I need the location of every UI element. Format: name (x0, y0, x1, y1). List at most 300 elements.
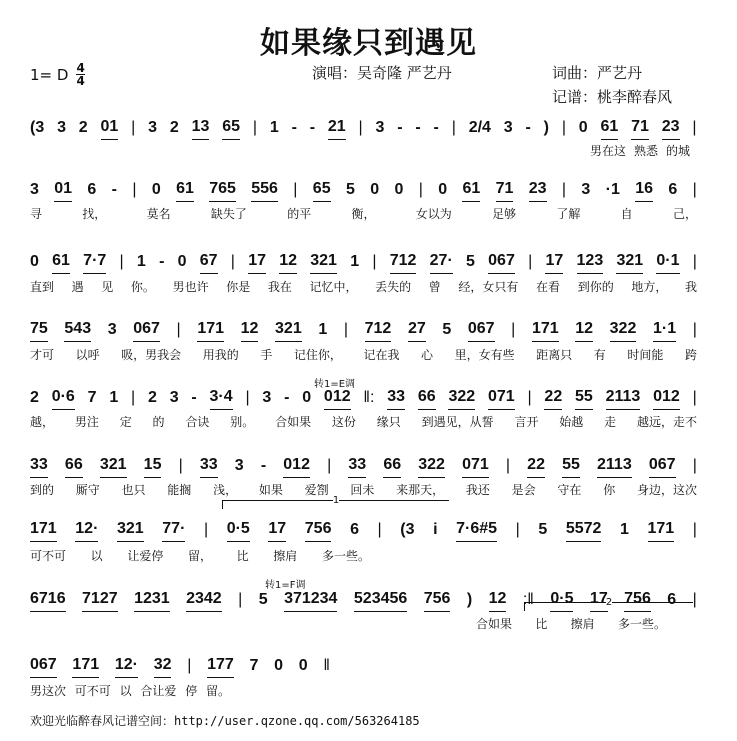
lyric-text: 回未 (350, 483, 375, 497)
barline: | (528, 253, 533, 270)
note-group: - (433, 119, 439, 136)
note-group: 3 (581, 181, 591, 198)
lyric-text: 比 (535, 617, 548, 631)
note-group: 0 (298, 657, 308, 674)
note-group: 1231 (134, 590, 170, 612)
note-group: 071 (462, 456, 489, 478)
barline: | (692, 457, 697, 474)
note-group: 61 (462, 180, 480, 202)
note-group: 322 (610, 320, 637, 342)
lyrics-row (590, 142, 690, 159)
note-group: 756 (624, 590, 651, 612)
lyric-text: 己， (672, 207, 697, 221)
lyric-text: 到你的 (577, 280, 614, 294)
lyric-text: 你 (603, 483, 616, 497)
lyric-text: 以 (119, 684, 132, 698)
lyric-text: 合如果 (275, 415, 312, 429)
lyric-text: 能搁 (167, 483, 192, 497)
lyric-text: 在看 (536, 280, 561, 294)
barline: | (131, 389, 136, 406)
time-signature (76, 62, 84, 87)
note-group: 321 (275, 320, 302, 342)
note-group: 2113 (606, 388, 641, 410)
barline: :‖ (522, 591, 534, 608)
barline: | (451, 119, 456, 136)
note-group: 067 (133, 320, 160, 342)
lyric-text: 留， (187, 549, 212, 563)
composer: 词曲：严艺丹 (552, 64, 643, 82)
lyric-text: 始越 (559, 415, 584, 429)
lyrics-row (30, 413, 697, 430)
note-group: 2113 (597, 456, 632, 478)
note-group: 5 (258, 591, 268, 608)
lyric-text: 记忆中， (309, 280, 358, 294)
note-group: 2 (169, 119, 179, 136)
lyric-text: 守在 (557, 483, 582, 497)
lyric-text: 手 (260, 348, 273, 362)
barline: | (230, 253, 235, 270)
note-group: 12· (75, 520, 98, 542)
note-group: 2342 (186, 590, 222, 612)
note-group: 322 (418, 456, 445, 478)
note-group: ) (466, 591, 473, 608)
barline: | (176, 321, 181, 338)
note-group: 6 (350, 521, 359, 538)
note-group: - (525, 119, 531, 136)
barline: | (692, 181, 697, 198)
lyric-text: 的平 (287, 207, 312, 221)
notation-row (30, 118, 697, 140)
lyric-text: 如果 (258, 483, 283, 497)
note-group: - (415, 119, 421, 136)
lyric-text: 记住你， (293, 348, 342, 362)
lyric-text: 遇 (71, 280, 84, 294)
lyrics-row (30, 682, 230, 699)
note-group: 66 (65, 456, 83, 478)
barline: | (377, 521, 382, 538)
note-group: 61 (176, 180, 194, 202)
lyric-text: 自 (620, 207, 633, 221)
note-group: 0 (274, 657, 284, 674)
notation-row (30, 180, 697, 202)
note-group: 321 (310, 252, 337, 274)
note-group: 2 (30, 389, 39, 406)
barline: | (203, 521, 209, 538)
lyric-text: 可不可 (30, 549, 67, 563)
barline: | (119, 253, 124, 270)
note-group: 067 (649, 456, 676, 478)
note-group: 3 (375, 119, 385, 136)
lyrics-row (30, 481, 697, 498)
note-group: 6716 (30, 590, 66, 612)
note-group: 1 (350, 253, 360, 270)
note-group: 12 (241, 320, 259, 342)
note-group: 712 (390, 252, 417, 274)
transcriber: 记谱：桃李醉春风 (552, 88, 673, 106)
note-group: 3·4 (210, 388, 233, 410)
lyric-text: 足够 (492, 207, 517, 221)
lyric-text: 让爱停 (127, 549, 164, 563)
lyric-text: 才可 (30, 348, 55, 362)
barline: | (343, 321, 349, 338)
note-group: 12· (115, 656, 138, 678)
lyric-text: 这份 (331, 415, 356, 429)
note-group: 756 (424, 590, 451, 612)
note-group: 171 (72, 656, 99, 678)
note-group: 2 (78, 119, 88, 136)
note-group: 12 (489, 590, 507, 612)
lyric-text: 记在我 (363, 348, 400, 362)
time-top: 4 (76, 61, 85, 75)
note-group: ·1 (605, 181, 620, 198)
note-group: 0·5 (227, 520, 250, 542)
lyric-text: 男注 (74, 415, 99, 429)
note-group: 171 (648, 520, 675, 542)
lyric-text: 地方， (631, 280, 668, 294)
note-group: 556 (251, 180, 278, 202)
lyric-text: 越远，走不 (636, 415, 697, 429)
note-group: 123 (577, 252, 604, 274)
lyric-text: 合让爱 (140, 684, 177, 698)
note-group: 5 (442, 321, 452, 338)
note-group: 7127 (82, 590, 118, 612)
note-group: 75 (30, 320, 48, 342)
note-group: - (111, 181, 117, 198)
lyric-text: 缘只 (376, 415, 401, 429)
note-group: 1 (620, 521, 629, 538)
notation-row (30, 520, 697, 542)
lyric-text: 男在这 (590, 144, 627, 158)
note-group: 17 (268, 520, 286, 542)
note-group: 171 (30, 520, 57, 542)
note-group: 23 (529, 180, 547, 202)
note-group: 0 (177, 253, 187, 270)
barline: | (505, 457, 511, 474)
note-group: - (291, 119, 297, 136)
lyric-text: 缺失了 (210, 207, 247, 221)
barline: | (515, 521, 520, 538)
lyric-text: 男也许 (172, 280, 209, 294)
lyric-text: 我还 (465, 483, 490, 497)
barline: | (132, 181, 137, 198)
note-group: 756 (305, 520, 332, 542)
note-group: 543 (64, 320, 91, 342)
note-group: 0 (370, 181, 380, 198)
note-group: 33 (30, 456, 48, 478)
note-group: 67 (200, 252, 218, 274)
lyric-text: 你是 (226, 280, 251, 294)
note-group: 0·6 (52, 388, 75, 410)
lyric-text: 距离只 (536, 348, 573, 362)
lyric-text: 来那天， (396, 483, 445, 497)
lyric-text: 见 (101, 280, 114, 294)
note-group: 65 (313, 180, 331, 202)
barline: | (527, 389, 532, 406)
note-group: 6 (87, 181, 97, 198)
note-group: 33 (200, 456, 218, 478)
lyric-text: 到遇见，从誓 (421, 415, 494, 429)
lyric-text: 跨 (684, 348, 697, 362)
note-group: 3 (262, 389, 272, 406)
notation-row (30, 320, 697, 342)
barline: | (252, 119, 258, 136)
note-group: 01 (54, 180, 72, 202)
barline: | (238, 591, 243, 608)
note-group: 55 (575, 388, 593, 410)
lyric-text: 莫名 (146, 207, 171, 221)
note-group: 33 (387, 388, 405, 410)
barline: | (692, 253, 697, 270)
note-group: 712 (365, 320, 392, 342)
song-title: 如果缘只到遇见 (260, 26, 477, 61)
barline: | (418, 181, 423, 198)
lyric-text: 以呼 (75, 348, 100, 362)
note-group: 1 (318, 321, 328, 338)
note-group: 27 (408, 320, 426, 342)
note-group: 012 (324, 388, 351, 410)
note-group: 3 (30, 181, 39, 198)
notation-row (30, 656, 330, 678)
note-group: 5572 (566, 520, 602, 542)
lyrics-row (30, 547, 370, 564)
note-group: - (159, 253, 165, 270)
note-group: 1 (269, 119, 279, 136)
lyric-text: 女以为 (415, 207, 452, 221)
lyric-text: 有 (593, 348, 606, 362)
barline: | (692, 321, 697, 338)
note-group: 321 (117, 520, 144, 542)
note-group: 7·7 (83, 252, 106, 274)
note-group: 27· (430, 252, 453, 274)
barline: | (372, 253, 377, 270)
note-group: 0 (30, 253, 39, 270)
volta-1-label: 1 (332, 495, 340, 506)
footer-link-text: 欢迎光临醉春风记谱空间：http://user.qzone.qq.com/563264185 (30, 714, 420, 728)
notation-row (30, 590, 697, 612)
note-group: 067 (468, 320, 495, 342)
time-bottom: 4 (76, 74, 85, 88)
note-group: 66 (383, 456, 401, 478)
note-group: 71 (631, 118, 649, 140)
lyrics-row (30, 346, 697, 363)
lyrics-row (30, 278, 697, 295)
note-group: 3 (107, 321, 117, 338)
lyric-text: 也只 (121, 483, 146, 497)
lyric-text: 厮守 (75, 483, 100, 497)
note-group: - (284, 389, 290, 406)
lyric-text: 经，女只有 (458, 280, 519, 294)
lyric-text: 熟悉 (633, 144, 658, 158)
lyric-text: 直到 (30, 280, 55, 294)
note-group: 2/4 (468, 119, 491, 136)
key-change-e: 转1=E调 (314, 379, 356, 390)
volta-1 (222, 495, 449, 509)
barline: | (187, 657, 192, 674)
lyric-text: 的 (152, 415, 165, 429)
note-group: ) (543, 119, 549, 136)
lyric-text: 到的 (30, 483, 55, 497)
note-group: 32 (154, 656, 172, 678)
lyric-text: 我在 (267, 280, 292, 294)
note-group: 21 (328, 118, 346, 140)
note-group: 067 (488, 252, 515, 274)
note-group: 77· (162, 520, 185, 542)
lyric-text: 擦肩 (273, 549, 298, 563)
note-group: 0 (302, 389, 312, 406)
lyric-text: 比 (236, 549, 249, 563)
lyric-text: 留。 (205, 684, 230, 698)
note-group: 1 (109, 389, 119, 406)
key-change-f: 转1=F调 (265, 580, 306, 591)
lyric-text: 越， (30, 415, 55, 429)
note-group: 55 (562, 456, 580, 478)
lyric-text: 言开 (514, 415, 539, 429)
note-group: 22 (544, 388, 562, 410)
note-group: 5 (538, 521, 548, 538)
note-group: - (260, 457, 267, 474)
lyric-text: 是会 (511, 483, 536, 497)
barline: | (692, 389, 697, 406)
barline: | (561, 119, 566, 136)
lyric-text: 爱劄 (304, 483, 329, 497)
barline: | (178, 457, 183, 474)
lyric-text: 找， (82, 207, 107, 221)
lyric-text: 丢失的 (375, 280, 412, 294)
note-group: 0·5 (550, 590, 573, 612)
note-group: 0 (578, 119, 588, 136)
note-group: 6 (668, 181, 678, 198)
note-group: 12 (575, 320, 593, 342)
note-group: (3 (30, 119, 45, 136)
note-group: 177 (207, 656, 234, 678)
note-group: 5 (345, 181, 355, 198)
lyric-text: 别。 (230, 415, 255, 429)
note-group: 1 (136, 253, 146, 270)
lyric-text: 停 (185, 684, 198, 698)
note-group: 22 (527, 456, 545, 478)
lyric-text: 以 (90, 549, 103, 563)
note-group: 17 (590, 590, 608, 612)
note-group: 012 (653, 388, 680, 410)
barline: | (293, 181, 298, 198)
barline: | (131, 119, 136, 136)
lyric-text: 的城 (665, 144, 690, 158)
notation-row (30, 252, 697, 274)
volta-2-label: 2 (605, 597, 613, 608)
key-label: 1= D (30, 65, 69, 84)
note-group: 322 (448, 388, 475, 410)
note-group: 171 (197, 320, 224, 342)
note-group: 5 (466, 253, 475, 270)
lyric-text: 定 (119, 415, 132, 429)
note-group: 7 (249, 657, 259, 674)
lyric-text: 你。 (130, 280, 155, 294)
lyric-text: 合如果 (476, 617, 513, 631)
note-group: 071 (488, 388, 515, 410)
note-group: 01 (101, 118, 119, 140)
note-group: 012 (283, 456, 310, 478)
lyric-text: 心 (421, 348, 434, 362)
note-group: 7 (87, 389, 97, 406)
note-group: 0 (438, 181, 448, 198)
note-group: 33 (348, 456, 366, 478)
note-group: 13 (192, 118, 210, 140)
note-group: 321 (100, 456, 127, 478)
note-group: 16 (635, 180, 653, 202)
barline: | (327, 457, 332, 474)
lyric-text: 擦肩 (570, 617, 595, 631)
notation-row (30, 456, 697, 478)
note-group: 3 (148, 119, 158, 136)
note-group: 65 (222, 118, 240, 140)
note-group: 3 (57, 119, 66, 136)
lyric-text: 合诀 (185, 415, 210, 429)
note-group: 3 (234, 457, 244, 474)
lyric-text: 多一些。 (321, 549, 370, 563)
lyric-text: 了解 (556, 207, 581, 221)
lyric-text: 我 (684, 280, 697, 294)
lyrics-row (476, 615, 666, 632)
note-group: 23 (662, 118, 680, 140)
note-group: 171 (532, 320, 559, 342)
note-group: 3 (503, 119, 513, 136)
barline: | (561, 181, 567, 198)
note-group: 0 (394, 181, 404, 198)
barline: | (692, 591, 697, 608)
lyric-text: 身边，这次 (636, 483, 697, 497)
note-group: 6 (667, 591, 677, 608)
lyric-text: 可不可 (74, 684, 111, 698)
note-group: - (309, 119, 316, 136)
barline: | (511, 321, 516, 338)
lyric-text: 曾 (428, 280, 441, 294)
barline: | (692, 521, 697, 538)
note-group: - (397, 119, 403, 136)
notation-row (30, 388, 697, 410)
note-group: 765 (209, 180, 236, 202)
note-group: 17 (545, 252, 563, 274)
lyric-text: 衡， (351, 207, 376, 221)
lyric-text: 寻 (30, 207, 43, 221)
note-group: 61 (52, 252, 70, 274)
note-group: 523456 (354, 590, 407, 612)
note-group: 2 (147, 389, 157, 406)
note-group: (3 (400, 521, 415, 538)
barline: | (692, 119, 697, 136)
note-group: 371234 (284, 590, 337, 612)
note-group: 17 (248, 252, 266, 274)
note-group: 61 (601, 118, 619, 140)
barline: | (245, 389, 250, 406)
note-group: 1·1 (653, 320, 676, 342)
lyric-text: 用我的 (202, 348, 239, 362)
note-group: 66 (418, 388, 436, 410)
lyrics-row (30, 205, 697, 222)
note-group: 7·6#5 (456, 520, 497, 542)
note-group: 12 (279, 252, 297, 274)
note-group: 71 (496, 180, 514, 202)
lyric-text: 里，女有些 (454, 348, 515, 362)
barline: ‖ (323, 657, 330, 674)
note-group: 0 (151, 181, 161, 198)
key-signature (30, 62, 85, 87)
note-group: 321 (616, 252, 643, 274)
barline: ‖: (363, 389, 375, 406)
note-group: 0·1 (656, 252, 679, 274)
lyric-text: 走 (604, 415, 617, 429)
singers: 演唱：吴奇隆 严艺丹 (312, 64, 452, 82)
lyric-text: 吸，男我会 (121, 348, 182, 362)
